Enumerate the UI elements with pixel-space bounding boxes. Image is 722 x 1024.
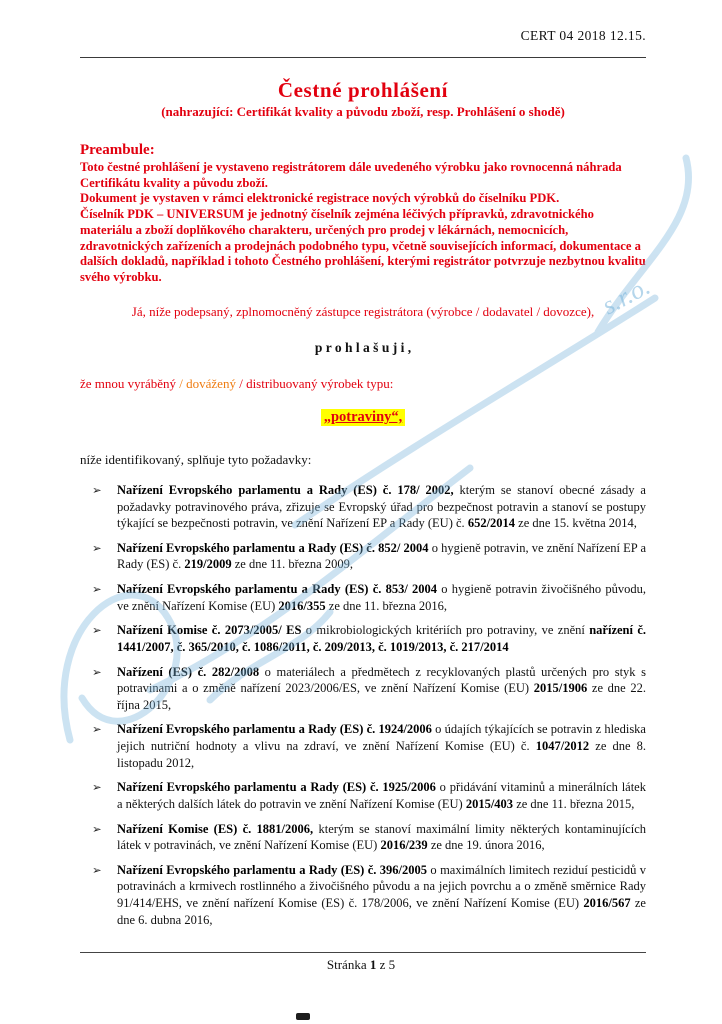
doc-code: CERT 04 2018 12.15. xyxy=(520,28,646,43)
arrow-bullet-icon: ➢ xyxy=(92,584,102,596)
type-line-segment: / dovážený xyxy=(176,375,240,391)
scan-artifact xyxy=(296,1013,310,1020)
footer-label: Stránka xyxy=(326,957,370,972)
preambule-paragraph: Dokument je vystaven v rámci elektronické registrace nových výrobků do číselníku PDK. xyxy=(80,191,560,206)
footer-rule xyxy=(80,952,646,953)
preambule-paragraph: Toto čestné prohlášení je vystaveno registrátorem dále uvedeného výrobku jako rovnocenná náhrada Certifikátu kvality a původu zboží. xyxy=(80,160,622,190)
requirement-item xyxy=(92,540,646,573)
footer-total-pages: 5 xyxy=(388,957,396,972)
page-subtitle: (nahrazující: Certifikát kvality a původu zboží, resp. Prohlášení o shodě) xyxy=(161,104,565,119)
requirement-item xyxy=(92,482,646,532)
requirement-text: Nařízení (ES) č. 282/2008 o materiálech a předmětech z recyklovaných plastů určených pro styk s potravinami a o změně nařízení 2023/2006/ES, ve znění Nařízení Komise (EU) 2015/1906 ze dne 22. října 2015, xyxy=(117,664,646,712)
preambule-paragraph: Číselník PDK – UNIVERSUM je jednotný číselník zejména léčivých přípravků, zdravotnického materiálu a zboží doplňkového charakteru, určených pro prodej v lékárnách, nemocnicích, zdravotnických zařízeních a prodejnách podobného typu, včetně souvisejících informací, dokumentace a dalších dokladů, například i tohoto Čestného prohlášení, kterými registrátor potvrzuje nezbytnou kvalitu svého výrobku. xyxy=(80,207,646,285)
footer-page-number: 1 xyxy=(369,957,377,972)
requirement-item xyxy=(92,721,646,771)
page-footer xyxy=(0,957,722,973)
requirement-item xyxy=(92,862,646,929)
requirement-text: Nařízení Evropského parlamentu a Rady (ES) č. 853/ 2004 o hygieně potravin živočišného původu, ve znění Nařízení Komise (EU) 2016/355 ze dne 11. března 2016, xyxy=(117,582,646,613)
arrow-bullet-icon: ➢ xyxy=(92,782,102,795)
requirement-text: Nařízení Evropského parlamentu a Rady (ES) č. 1924/2006 o údajích týkajících se potravin z hlediska jejich nutriční hodnoty a vlivu na zdraví, ve znění Nařízení Komise (EU) č. 1047/2012 ze dne 8. listopadu 2012, xyxy=(117,722,646,770)
declaration-intro: Já, níže podepsaný, zplnomocněný zástupce registrátora (výrobce / dodavatel / dovozce), xyxy=(131,303,595,319)
declaration-verb: p r o h l a š u j i , xyxy=(314,339,412,355)
arrow-bullet-icon: ➢ xyxy=(92,724,102,737)
product-name-highlight: „potraviny“, xyxy=(321,409,406,426)
product-line xyxy=(80,408,646,426)
requirement-text: Nařízení Evropského parlamentu a Rady (ES) č. 396/2005 o maximálních limitech reziduí pesticidů v potravinách a krmivech rostlinného a živočišného původu a na jejich povrchu a o změně směrnice Rady 91/414/EHS, ve znění nařízení Komise (ES) č. 178/2006, ve znění Nařízení Komise (EU) 2016/567 ze dne 6. dubna 2016, xyxy=(117,862,646,927)
arrow-bullet-icon: ➢ xyxy=(92,542,102,555)
preambule-heading: Preambule: xyxy=(80,142,155,158)
footer-of-label: z xyxy=(376,957,389,972)
watermark-text: s.r.o. xyxy=(597,271,655,321)
preambule-block xyxy=(80,160,646,286)
product-type-line xyxy=(80,376,646,392)
page-title: Čestné prohlášení xyxy=(277,78,449,102)
requirement-text: Nařízení Evropského parlamentu a Rady (ES) č. 852/ 2004 o hygieně potravin, ve znění Nařízení EP a Rady (ES) č. 219/2009 ze dne 11. března 2009, xyxy=(117,540,646,572)
arrow-bullet-icon: ➢ xyxy=(92,864,102,877)
requirement-text: Nařízení Komise (ES) č. 1881/2006, kterým se stanoví maximální limity některých kontaminujících látek v potravinách, ve znění Nařízení Komise (EU) 2016/239 ze dne 19. února 2016, xyxy=(117,821,647,853)
arrow-bullet-icon: ➢ xyxy=(92,823,102,836)
requirement-text: Nařízení Evropského parlamentu a Rady (ES) č. 178/ 2002, kterým se stanoví obecné zásady a požadavky potravinového práva, zřizuje se Evropský úřad pro bezpečnost potravin a stanoví se postupy týkající se bezpečnosti potravin, ve znění Nařízení EP a Rady (EU) č. 652/2014 ze dne 15. května 2014, xyxy=(117,482,646,531)
requirement-item xyxy=(92,622,646,655)
requirements-list xyxy=(92,482,646,928)
requirement-item xyxy=(92,664,646,714)
arrow-bullet-icon: ➢ xyxy=(92,484,102,497)
arrow-bullet-icon: ➢ xyxy=(92,625,102,638)
requirements-intro: níže identifikovaný, splňuje tyto požadavky: xyxy=(80,451,312,467)
document-content xyxy=(80,66,646,928)
arrow-bullet-icon: ➢ xyxy=(92,666,102,679)
requirement-text: Nařízení Komise č. 2073/2005/ ES o mikrobiologických kritériích pro potraviny, ve znění nařízení č. 1441/2007, č. 365/2010, č. 1086/2011, č. 209/2013, č. 1019/2013, č. 217/2014 xyxy=(117,623,647,654)
requirement-item xyxy=(92,821,646,854)
requirement-item xyxy=(92,581,646,614)
requirement-text: Nařízení Evropského parlamentu a Rady (ES) č. 1925/2006 o přidávání vitaminů a minerálních látek a některých dalších látek do potravin ve znění Nařízení Komise (EU) 2015/403 ze dne 11. března 2015, xyxy=(117,780,646,811)
type-line-segment: / distribuovaný výrobek typu: xyxy=(239,375,394,391)
requirement-item xyxy=(92,779,646,812)
header-rule xyxy=(80,57,646,58)
type-line-segment: že mnou vyráběný xyxy=(80,375,177,391)
